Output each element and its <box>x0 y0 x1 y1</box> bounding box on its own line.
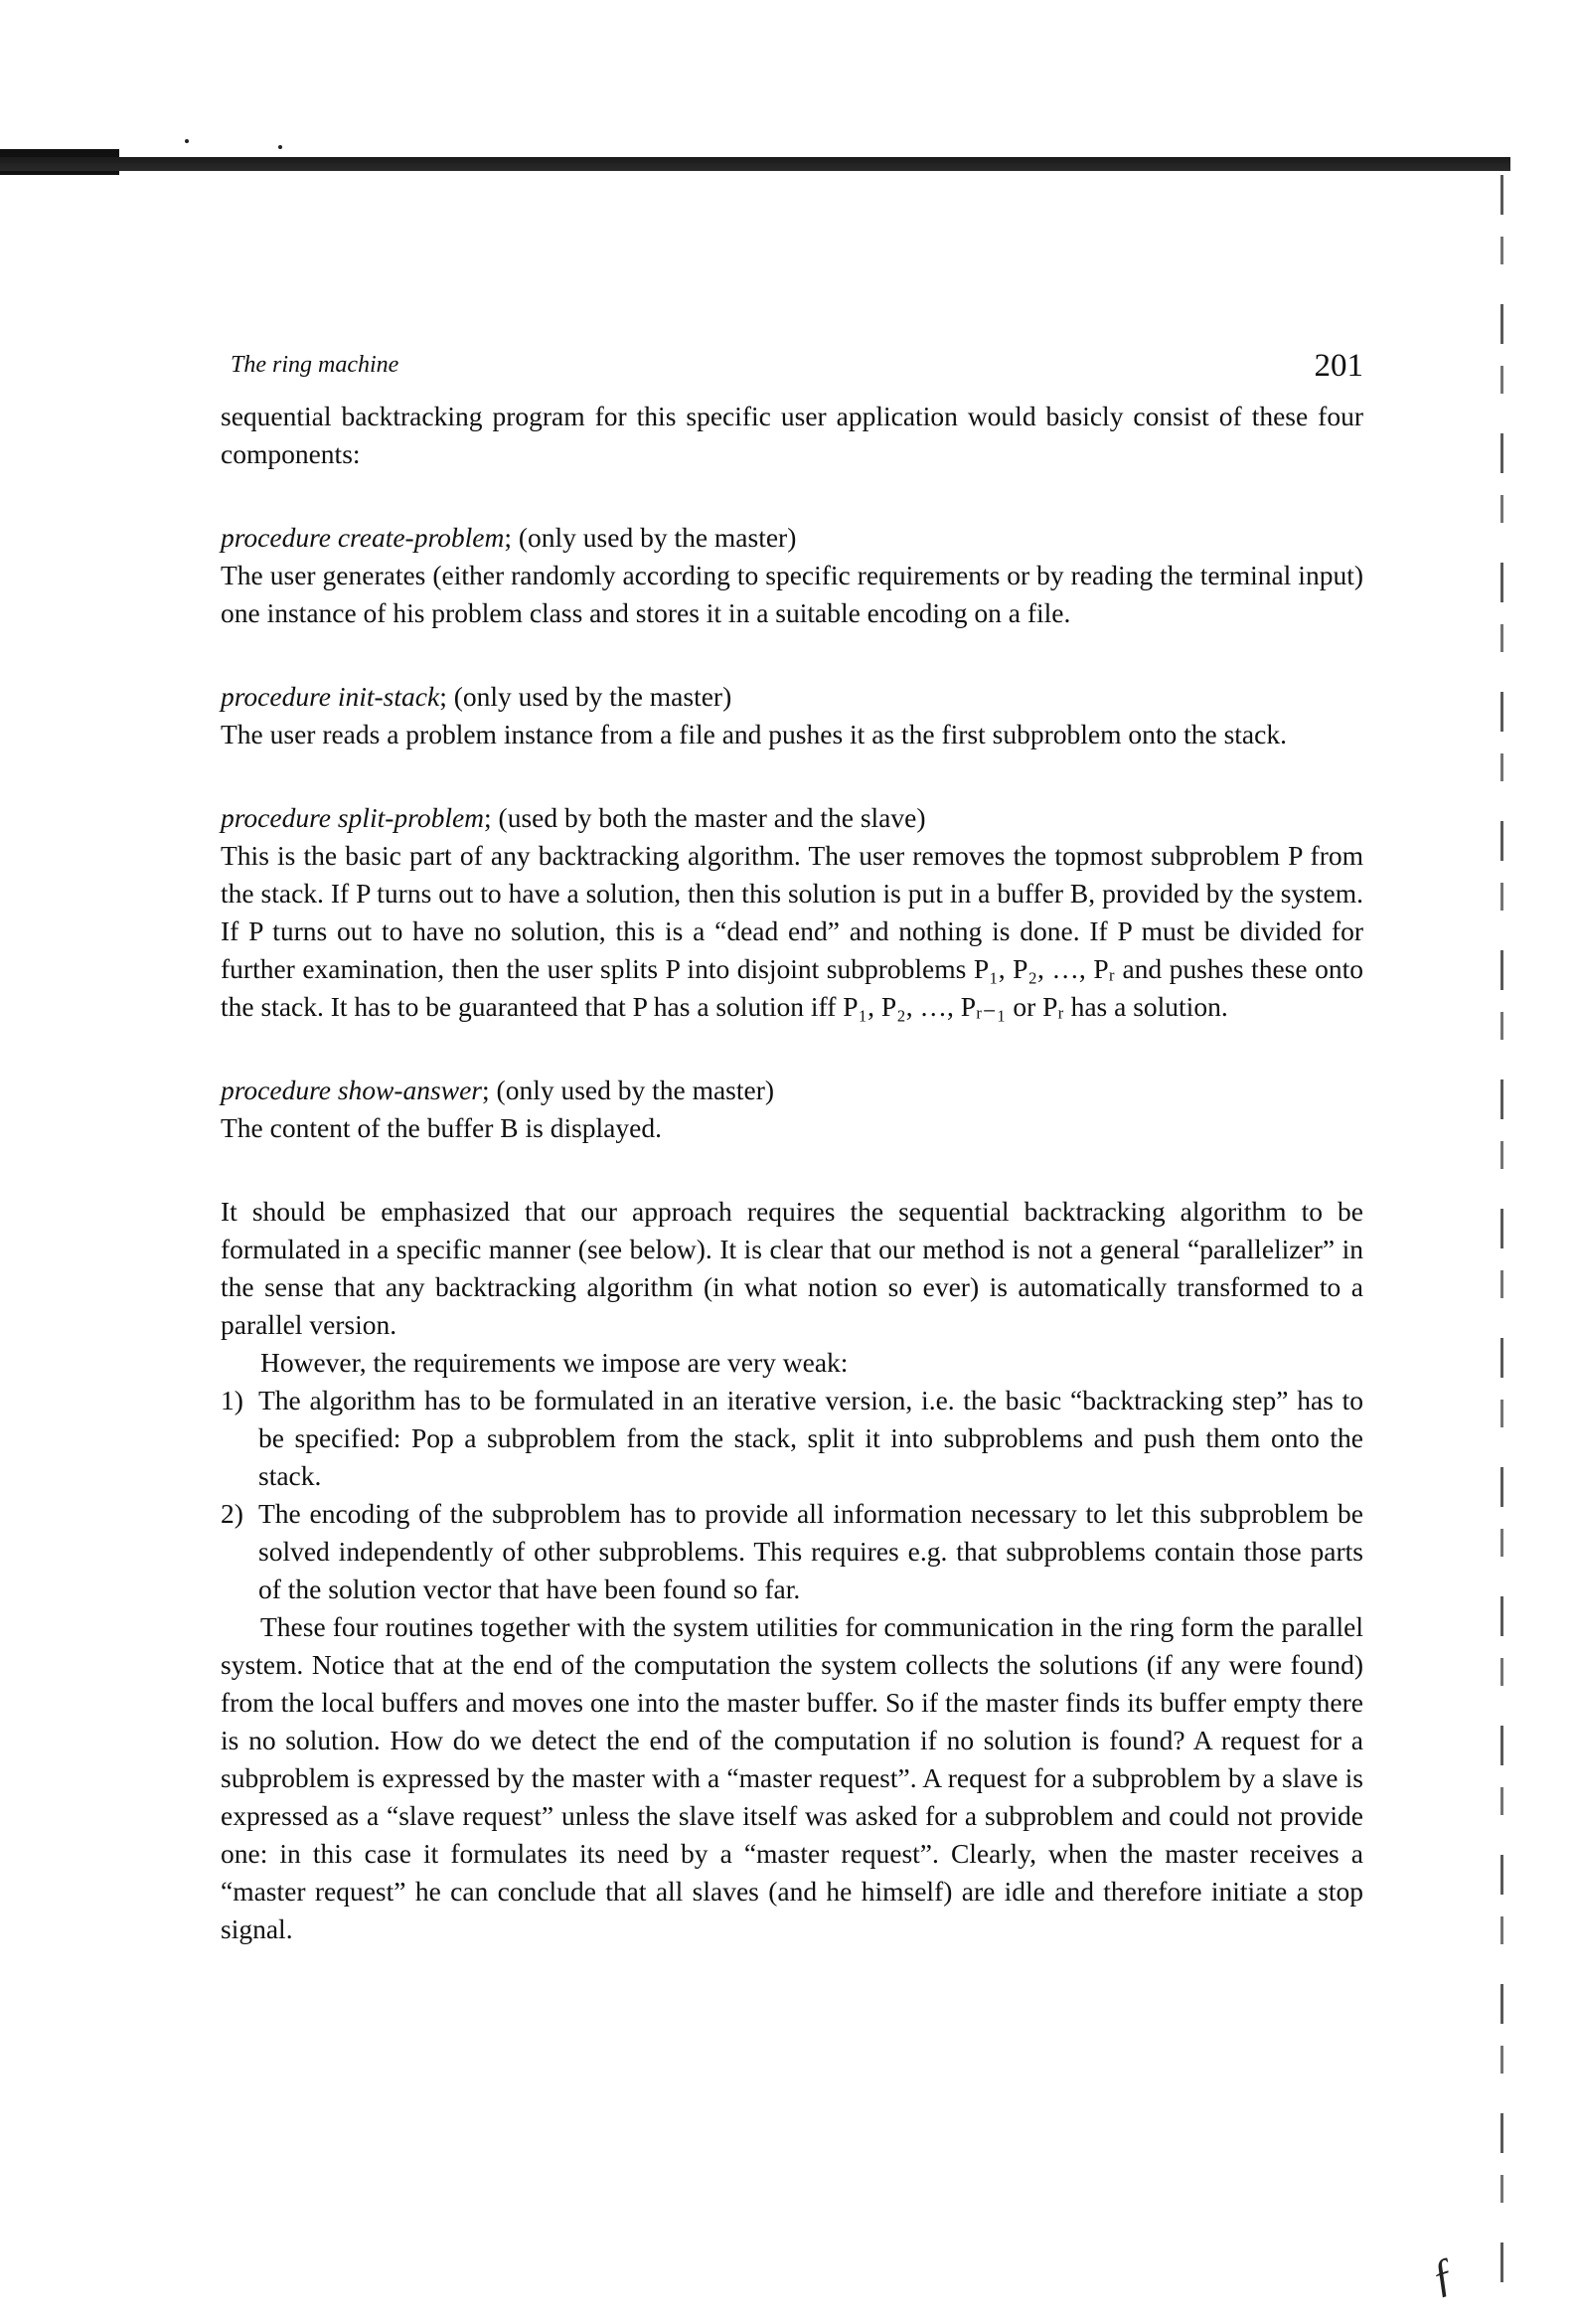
procedure-name: procedure init-stack <box>221 681 440 712</box>
requirement-text: The algorithm has to be formulated in an iterative version, i.e. the basic “backtracking step” has to be specified: Pop a subproblem from the stack, split it into subproblems and push them onto the stack. <box>258 1385 1363 1491</box>
procedure-name: procedure split-problem <box>221 802 485 833</box>
procedure-description: This is the basic part of any backtracking algorithm. The user removes the topmost subproblem P from the stack. If P turns out to have a solution, then this solution is put in a buffer B, provided by the system. If P turns out to have no solution, this is a “dead end” and nothing is done. If P must be divided for further examination, then the user splits P into disjoint subproblems P₁, P₂, …, Pᵣ and pushes these onto the stack. It has to be guaranteed that P has a solution iff P₁, P₂, …, Pᵣ₋₁ or Pᵣ has a solution. <box>221 840 1363 1022</box>
procedure-heading <box>221 799 1363 837</box>
running-header <box>221 348 1363 398</box>
procedure-note: ; (only used by the master) <box>482 1075 775 1105</box>
procedure-description: The content of the buffer B is displayed. <box>221 1112 662 1143</box>
scan-corner-mark: ƒ <box>1423 2246 1462 2303</box>
requirement-text: The encoding of the subproblem has to provide all information necessary to let this subproblem be solved independently of other subproblems. This requires e.g. that subproblems contain those parts of the solution vector that have been found so far. <box>258 1498 1363 1604</box>
procedure-create-problem <box>221 519 1363 632</box>
procedure-note: ; (only used by the master) <box>439 681 732 712</box>
scan-speck <box>185 139 189 143</box>
procedure-heading <box>221 678 1363 716</box>
running-title: The ring machine <box>231 352 399 378</box>
document-page <box>221 348 1363 1948</box>
procedure-name: procedure show-answer <box>221 1075 483 1105</box>
procedure-heading <box>221 519 1363 557</box>
scan-top-border <box>0 157 1510 171</box>
procedure-note: ; (used by both the master and the slave) <box>484 802 926 833</box>
closing-paragraph: These four routines together with the system utilities for communication in the ring form the parallel system. Notice that at the end of the computation the system collects the solutions (if any were found) from the local buffers and moves one into the master buffer. So if the master finds its buffer empty there is no solution. How do we detect the end of the computation if no solution is found? A request for a subproblem is expressed by the master with a “master request”. A request for a subproblem by a slave is expressed as a “slave request” unless the slave itself was asked for a subproblem and could not provide one: in this case it formulates its need by a “master request”. Clearly, when the master receives a “master request” he can conclude that all slaves (and he himself) are idle and therefore initiate a stop signal. <box>221 1611 1363 1944</box>
requirement-item <box>221 1382 1363 1495</box>
procedure-description: The user generates (either randomly according to specific requirements or by reading the terminal input) one instance of his problem class and stores it in a suitable encoding on a file. <box>221 560 1363 628</box>
scan-speck <box>278 145 282 149</box>
requirement-item <box>221 1495 1363 1608</box>
procedure-init-stack <box>221 678 1363 753</box>
scan-right-border <box>1500 175 1503 2302</box>
requirement-number: 1) <box>221 1385 243 1415</box>
requirements-intro: However, the requirements we impose are very weak: <box>260 1347 849 1378</box>
procedure-name: procedure create-problem <box>221 522 505 553</box>
procedure-heading <box>221 1072 1363 1109</box>
intro-paragraph: sequential backtracking program for this specific user application would basicly consist of these four components: <box>221 401 1363 469</box>
procedure-show-answer <box>221 1072 1363 1147</box>
procedure-split-problem <box>221 799 1363 1026</box>
requirement-number: 2) <box>221 1498 243 1529</box>
procedure-description: The user reads a problem instance from a file and pushes it as the first subproblem onto the stack. <box>221 719 1287 749</box>
procedure-note: ; (only used by the master) <box>504 522 797 553</box>
page-number: 201 <box>1314 348 1363 384</box>
emphasis-paragraph: It should be emphasized that our approach requires the sequential backtracking algorithm to be formulated in a specific manner (see below). It is clear that our method is not a general “parallelizer” in the sense that any backtracking algorithm (in what notion so ever) is automatically transformed to a parallel version. <box>221 1196 1363 1340</box>
